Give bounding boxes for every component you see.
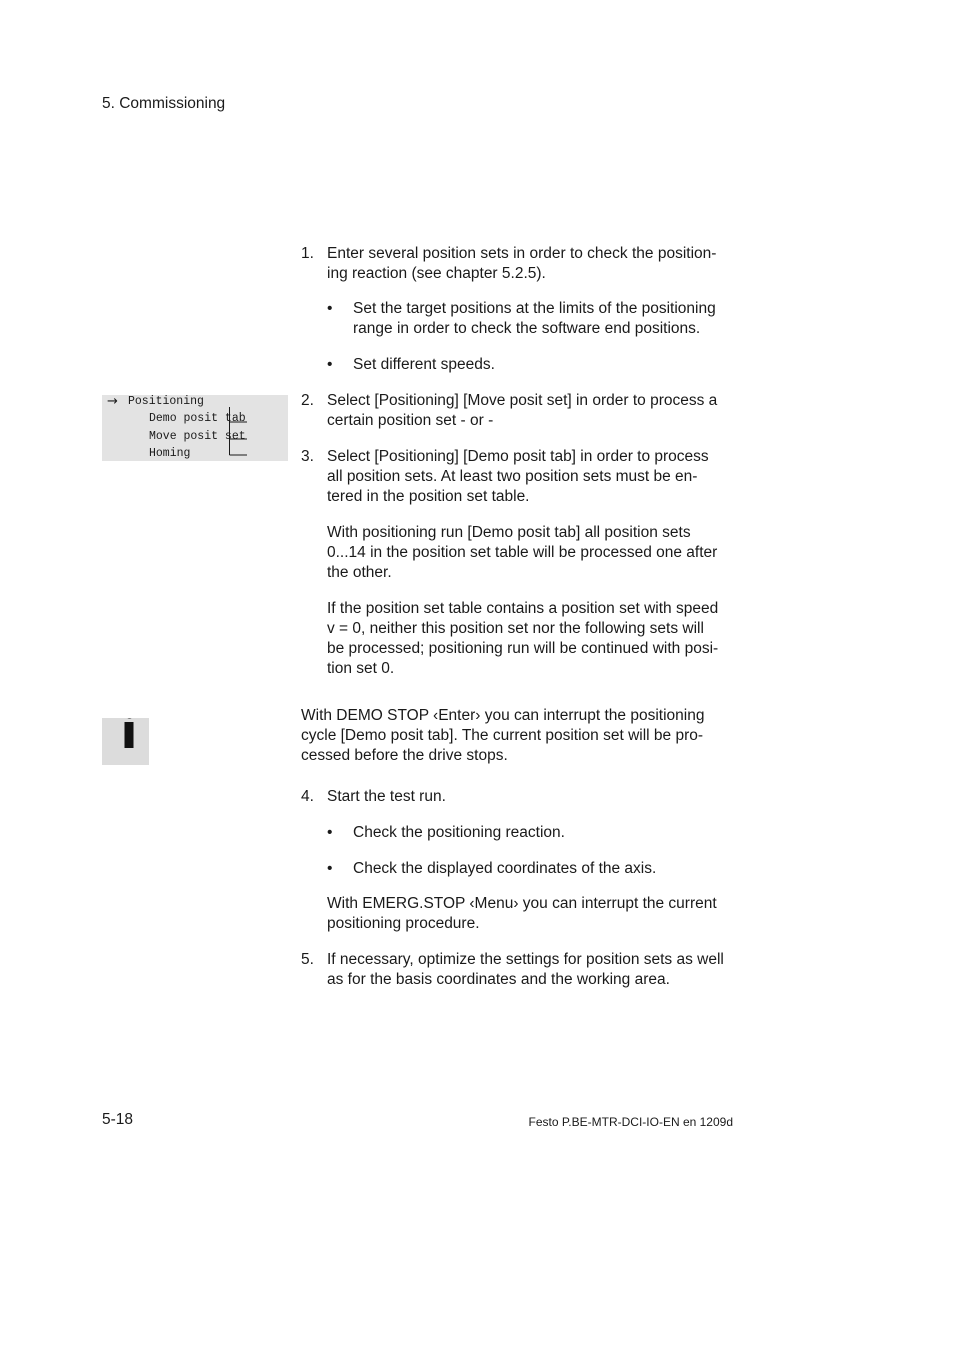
bullet-3-line-1: Check the positioning reaction. [353, 824, 565, 841]
chapter-header: 5. Commissioning [102, 95, 226, 112]
step-4-line-1: Start the test run. [327, 788, 446, 805]
bullet-4-line-1: Check the displayed coordinates of the axis. [353, 860, 657, 877]
step-3-line-2: all position sets. At least two position sets must be en- [327, 468, 698, 485]
step-3-number: 3. [301, 448, 314, 465]
menu-item-demo-posit-tab[interactable]: Demo posit tab [149, 412, 246, 425]
menu-tree [102, 395, 288, 461]
info-icon [102, 718, 149, 765]
step-3-line-3: tered in the position set table. [327, 488, 530, 505]
info-glyph [102, 718, 149, 765]
paragraph-1-line-1: With positioning run [Demo posit tab] all position sets [327, 524, 691, 541]
paragraph-1-line-3: the other. [327, 564, 392, 581]
paragraph-2-line-1: If the position set table contains a position set with speed [327, 600, 719, 617]
step-4-number: 4. [301, 788, 314, 805]
bullet-1-line-1: Set the target positions at the limits of the positioning [353, 300, 716, 317]
step-1-line-1: Enter several position sets in order to check the position- [327, 245, 717, 262]
menu-root-positioning[interactable]: Positioning [128, 395, 204, 408]
paragraph-3-line-2: positioning procedure. [327, 915, 480, 932]
paragraph-3-line-1: With EMERG.STOP ‹Menu› you can interrupt the current [327, 895, 717, 912]
bullet-2-marker: • [327, 356, 333, 373]
bullet-1-marker: • [327, 300, 333, 317]
note-line-3: cessed before the drive stops. [301, 747, 508, 764]
paragraph-2-line-4: tion set 0. [327, 660, 395, 677]
bullet-4-marker: • [327, 860, 333, 877]
step-5-line-2: as for the basis coordinates and the working area. [327, 971, 670, 988]
step-5-line-1: If necessary, optimize the settings for position sets as well [327, 951, 724, 968]
page-number: 5-18 [102, 1111, 134, 1128]
step-2-line-2: certain position set - or - [327, 412, 494, 429]
menu-item-move-posit-set[interactable]: Move posit set [149, 430, 246, 443]
step-1-number: 1. [301, 245, 314, 262]
step-2-line-1: Select [Positioning] [Move posit set] in order to process a [327, 392, 718, 409]
step-5-number: 5. [301, 951, 314, 968]
step-2-number: 2. [301, 392, 314, 409]
paragraph-2-line-2: v = 0, neither this position set nor the following sets will [327, 620, 704, 637]
bullet-3-marker: • [327, 824, 333, 841]
paragraph-1-line-2: 0...14 in the position set table will be processed one after [327, 544, 718, 561]
step-1-line-2: ing reaction (see chapter 5.2.5). [327, 265, 546, 282]
arrow-right-icon: → [107, 394, 118, 409]
note-line-1: With DEMO STOP ‹Enter› you can interrupt the positioning [301, 707, 705, 724]
document-reference: Festo P.BE-MTR-DCI-IO-EN en 1209d [528, 1115, 733, 1129]
menu-item-homing[interactable]: Homing [149, 447, 191, 460]
paragraph-2-line-3: be processed; positioning run will be continued with posi- [327, 640, 719, 657]
bullet-1-line-2: range in order to check the software end positions. [353, 320, 701, 337]
bullet-2-line-1: Set different speeds. [353, 356, 495, 373]
step-3-line-1: Select [Positioning] [Demo posit tab] in order to process [327, 448, 709, 465]
note-line-2: cycle [Demo posit tab]. The current position set will be pro- [301, 727, 704, 744]
